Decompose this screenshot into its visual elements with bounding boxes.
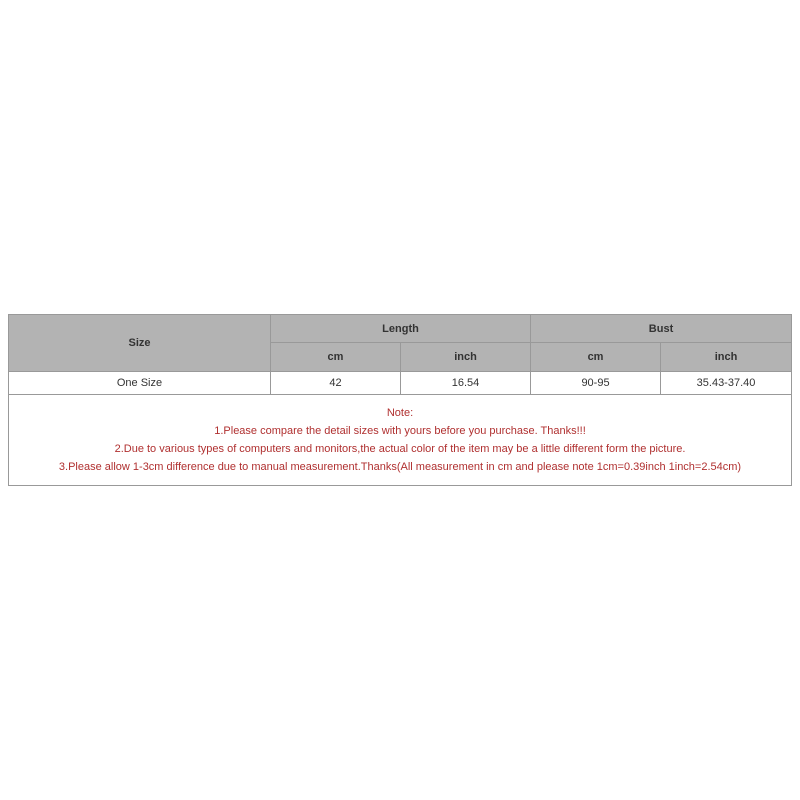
note-line-1: 1.Please compare the detail sizes with yours before you purchase. Thanks!!! [214,425,586,437]
length-cm-header: cm [271,343,401,372]
note-line-2: 2.Due to various types of computers and monitors,the actual color of the item may be a little different form the picture. [114,443,686,455]
size-header: Size [9,315,271,372]
table-row [9,372,792,395]
bust-inch-cell: 35.43-37.40 [661,372,792,395]
bust-inch-header: inch [661,343,792,372]
note-line-3: 3.Please allow 1-3cm difference due to manual measurement.Thanks(All measurement in cm and please note 1cm=0.39inch 1inch=2.54cm) [58,461,742,473]
size-chart-table [8,314,792,486]
note-title: Note: [386,407,414,419]
notes-cell [9,395,792,486]
length-inch-header: inch [401,343,531,372]
length-inch-cell: 16.54 [401,372,531,395]
notes-row [9,395,792,486]
bust-cm-cell: 90-95 [531,372,661,395]
size-cell: One Size [9,372,271,395]
length-cm-cell: 42 [271,372,401,395]
bust-header: Bust [531,315,792,343]
header-row [9,315,792,343]
length-header: Length [271,315,531,343]
bust-cm-header: cm [531,343,661,372]
